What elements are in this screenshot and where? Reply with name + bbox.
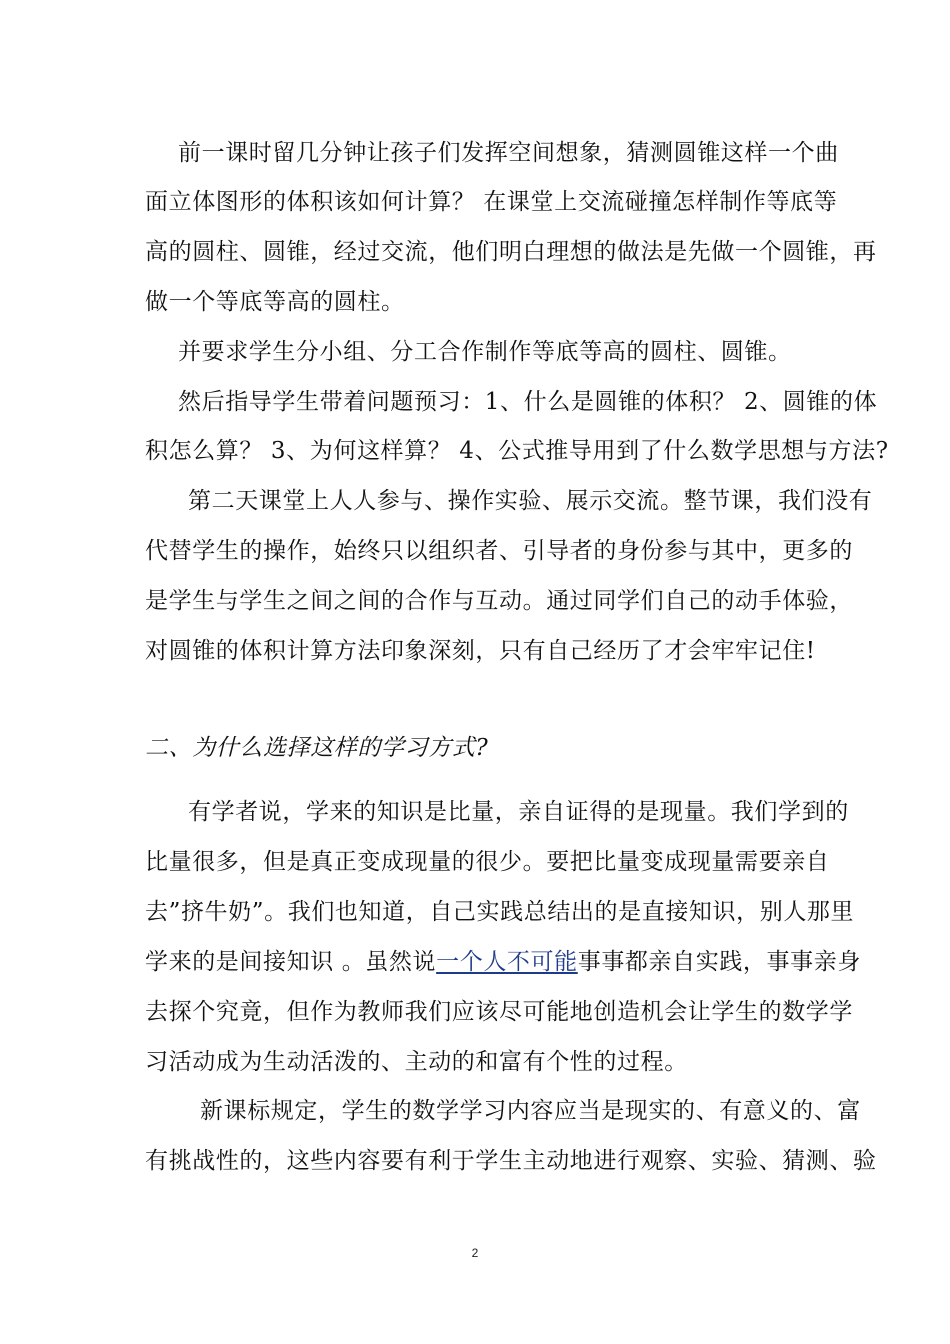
hyperlink-text[interactable]: 一个人不可能 [436,949,578,975]
paragraph-1-line-3: 高的圆柱、圆锥，经过交流，他们明白理想的做法是先做一个圆锥，再 [145,239,877,265]
paragraph-4-line-3: 是学生与学生之间之间的合作与互动。通过同学们自己的动手体验， [145,588,853,614]
paragraph-4-line-4: 对圆锥的体积计算方法印象深刻，只有自己经历了才会牢牢记住! [145,638,816,664]
paragraph-1-line-2: 面立体图形的体积该如何计算？ 在课堂上交流碰撞怎样制作等底等 [145,189,838,215]
paragraph-2-line-1: 并要求学生分小组、分工合作制作等底等高的圆柱、圆锥。 [178,339,792,365]
paragraph-1-line-4: 做一个等底等高的圆柱。 [145,289,405,315]
paragraph-3-line-2: 积怎么算？ 3、为何这样算？ 4、公式推导用到了什么数学思想与方法? [145,438,889,464]
paragraph-5-line-1: 有学者说，学来的知识是比量，亲自证得的是现量。我们学到的 [188,799,849,825]
paragraph-1-line-1: 前一课时留几分钟让孩子们发挥空间想象，猜测圆锥这样一个曲 [178,140,839,166]
paragraph-4-line-1: 第二天课堂上人人参与、操作实验、展示交流。整节课，我们没有 [188,488,873,514]
paragraph-5-line-5: 去探个究竟，但作为教师我们应该尽可能地创造机会让学生的数学学 [145,999,853,1025]
paragraph-3-line-1: 然后指导学生带着问题预习：1、什么是圆锥的体积？ 2、圆锥的体 [178,389,878,415]
paragraph-5-line-2: 比量很多，但是真正变成现量的很少。要把比量变成现量需要亲自 [145,849,830,875]
paragraph-5-line-3: 去”挤牛奶”。我们也知道，自己实践总结出的是直接知识，别人那里 [145,899,855,925]
section-heading: 二、为什么选择这样的学习方式? [145,735,489,761]
paragraph-5-line-6: 习活动成为生动活泼的、主动的和富有个性的过程。 [145,1049,688,1075]
paragraph-4-line-2: 代替学生的操作，始终只以组织者、引导者的身份参与其中，更多的 [145,538,853,564]
paragraph-5-line-4 [145,947,861,977]
paragraph-5-line-4-end: 事事都亲自实践，事事亲身 [577,949,861,975]
paragraph-6-line-2: 有挑战性的，这些内容要有利于学生主动地进行观察、实验、猜测、验 [145,1148,877,1174]
page-number: 2 [471,1246,479,1260]
paragraph-6-line-1: 新课标规定，学生的数学学习内容应当是现实的、有意义的、富 [200,1098,861,1124]
paragraph-5-line-4-start: 学来的是间接知识 。虽然说 [145,949,437,975]
